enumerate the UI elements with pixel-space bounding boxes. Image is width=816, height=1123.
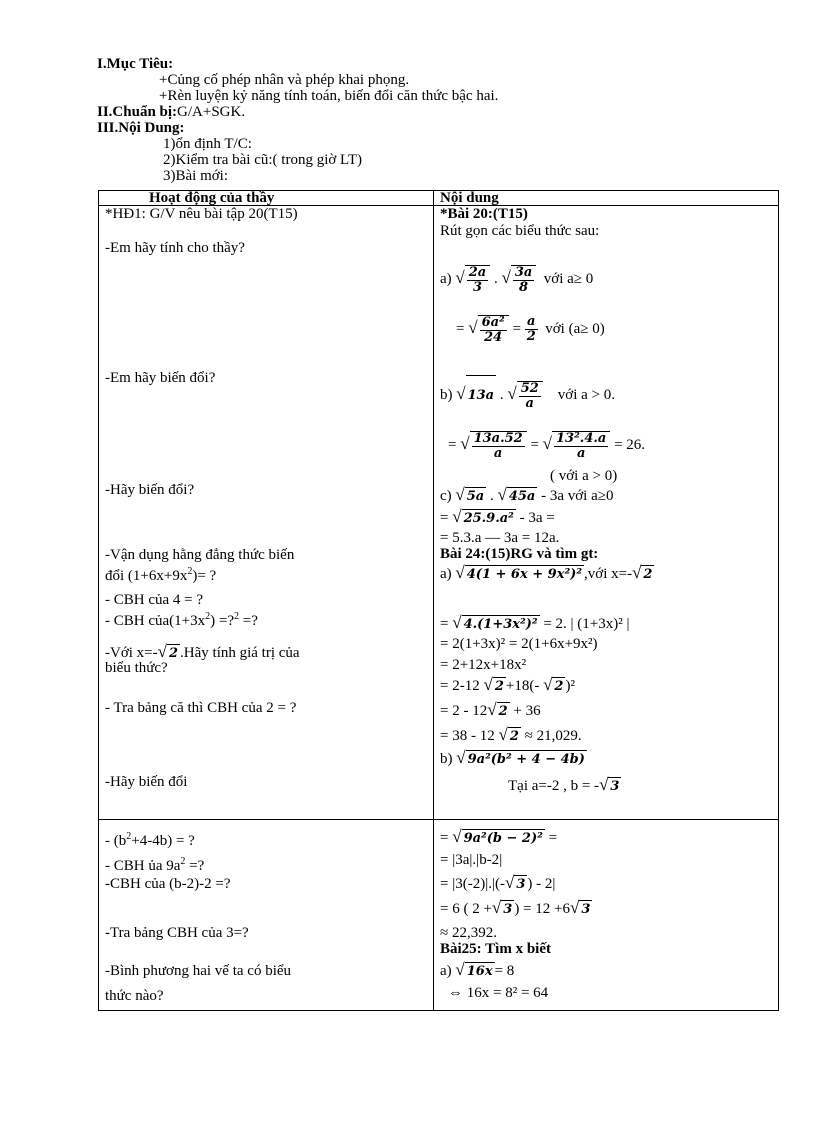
- bai24-e5: = 2 - 12√ 2 + 36: [440, 700, 541, 719]
- bai20-a: a) √ $\frac{2a}{3}$ . √ $\frac{3a}{8}$ với a≥ 0: [440, 264, 594, 295]
- document-header: [97, 56, 498, 184]
- content-title: III.Nội Dung:: [97, 120, 185, 136]
- left-l10: -Hãy biến đổi: [105, 774, 188, 790]
- left-l1: *HĐ1: G/V nêu bài tập 20(T15): [105, 206, 298, 222]
- bai20-a2: = √ $\frac{\text{6a²}}{24}$ = $\frac{a}{2}$ với (a≥ 0): [456, 314, 605, 345]
- objective-2: +Rèn luyện kỷ năng tính toán, biến đổi căn thức bậc hai.: [159, 88, 499, 104]
- col-right-header: Nội dung: [440, 191, 499, 205]
- step-3: 3)Bài mới:: [163, 168, 229, 184]
- table-row-1: [99, 206, 779, 820]
- bai20-c3: = 5.3.a — 3a = 12a.: [440, 530, 560, 546]
- table-header-row: [99, 191, 779, 206]
- step-1: 1)ổn định T/C:: [163, 136, 252, 152]
- bai20-b-cond: ( với a > 0): [550, 468, 618, 484]
- bai24-a: a) √ 4(1 + 6x + 9x²)² ,với x=-√ 2: [440, 563, 653, 582]
- bai24-f3: = |3(-2)|.|(-√ 3 ) - 2|: [440, 873, 556, 892]
- left-l3: -Em hãy biến đổi?: [105, 370, 216, 386]
- bai24-f4: = 6 ( 2 +√ 3 ) = 12 +6√ 3: [440, 898, 591, 917]
- bai24-f1: = √ 9a²(b − 2)² =: [440, 827, 558, 846]
- left-l8: -Với x=-√ 2 .Hãy tính giá trị của: [105, 642, 300, 661]
- left-l8c: biểu thức?: [105, 660, 168, 676]
- bai20-c: c) √ 5a . √ 45a - 3a với a≥0: [440, 485, 614, 504]
- left-cell-1: [99, 206, 433, 819]
- left-l13: -CBH của (b-2)-2 =?: [105, 876, 231, 892]
- right-cell-1: [434, 206, 778, 819]
- bai24-b: b) √ 9a²(b² + 4 − 4b): [440, 748, 585, 767]
- objectives-title: I.Mục Tiêu:: [97, 56, 174, 72]
- left-l4: -Hãy biến đổi?: [105, 482, 195, 498]
- bai24-e4: = 2-12 √ 2 +18(- √ 2 )²: [440, 675, 575, 694]
- bai20-b: b) √ 13a . √ $\frac{52}{a}$ với a > 0.: [440, 374, 615, 416]
- objective-1: +Củng cố phép nhân và phép khai phọng.: [159, 72, 410, 88]
- bai25-g1: ⇔ 16x = 8² = 64: [448, 985, 549, 1001]
- bai25-a: a) √ 16x = 8: [440, 960, 515, 979]
- left-l2: -Em hãy tính cho thầy?: [105, 240, 245, 256]
- bai20-subtitle: Rút gọn các biểu thức sau:: [440, 223, 600, 239]
- left-l9: - Tra bảng că thì CBH của 2 = ?: [105, 700, 297, 716]
- right-cell-2: [434, 820, 778, 1010]
- bai24-e3: = 2+12x+18x²: [440, 657, 527, 673]
- left-l14: -Tra bảng CBH của 3=?: [105, 925, 249, 941]
- bai20-b2: = √ $\frac{13a.52}{a}$ = √ $\frac{\text{13².4.a}}{a}$ = 26.: [448, 430, 646, 461]
- bai25-title: Bài25: Tìm x biết: [440, 941, 551, 957]
- table-row-2: [99, 820, 779, 1011]
- left-l7: - CBH $của(1+3x^2)$ =?$^2$ =?: [105, 611, 258, 629]
- left-l5a: -Vận dụng hằng đẳng thức biến: [105, 547, 295, 563]
- bai24-title: Bài 24:(15)RG và tìm gt:: [440, 546, 599, 562]
- bai24-e1: = √ 4.(1+3x²)² = 2. | (1+3x)² |: [440, 613, 630, 632]
- lesson-table: [98, 190, 779, 1011]
- bai20-title: *Bài 20:(T15): [440, 206, 528, 222]
- step-2: 2)Kiểm tra bài cũ:( trong giờ LT): [163, 152, 362, 168]
- left-l6: - CBH của 4 = ?: [105, 592, 204, 608]
- left-cell-2: [99, 820, 433, 1010]
- left-l15a: -Bình phương hai vế ta có biểu: [105, 963, 292, 979]
- bai24-b-at: Tại a=-2 , b = -√ 3: [508, 775, 620, 794]
- bai24-e6: = 38 - 12 √ 2 ≈ 21,029.: [440, 725, 582, 744]
- left-l5: đổi $(1+6x+9x^2)=$ ?: [105, 566, 217, 584]
- bai24-f2: = |3a|.|b-2|: [440, 852, 503, 868]
- left-l15b: thức nào?: [105, 988, 164, 1004]
- left-l11: - $(b^2+4-4b)$ = ?: [105, 831, 195, 849]
- bai24-f5: ≈ 22,392.: [440, 925, 497, 941]
- bai24-e2: = 2(1+3x)² = 2(1+6x+9x²): [440, 636, 598, 652]
- bai20-c2: = √ 25.9.a² - 3a =: [440, 507, 555, 526]
- prep-line: II.Chuẩn bị:G/A+SGK.: [97, 104, 246, 120]
- left-l12: - CBH ủa $9a^2$ =?: [105, 856, 205, 874]
- col-left-header: Hoạt động của thầy: [149, 191, 275, 205]
